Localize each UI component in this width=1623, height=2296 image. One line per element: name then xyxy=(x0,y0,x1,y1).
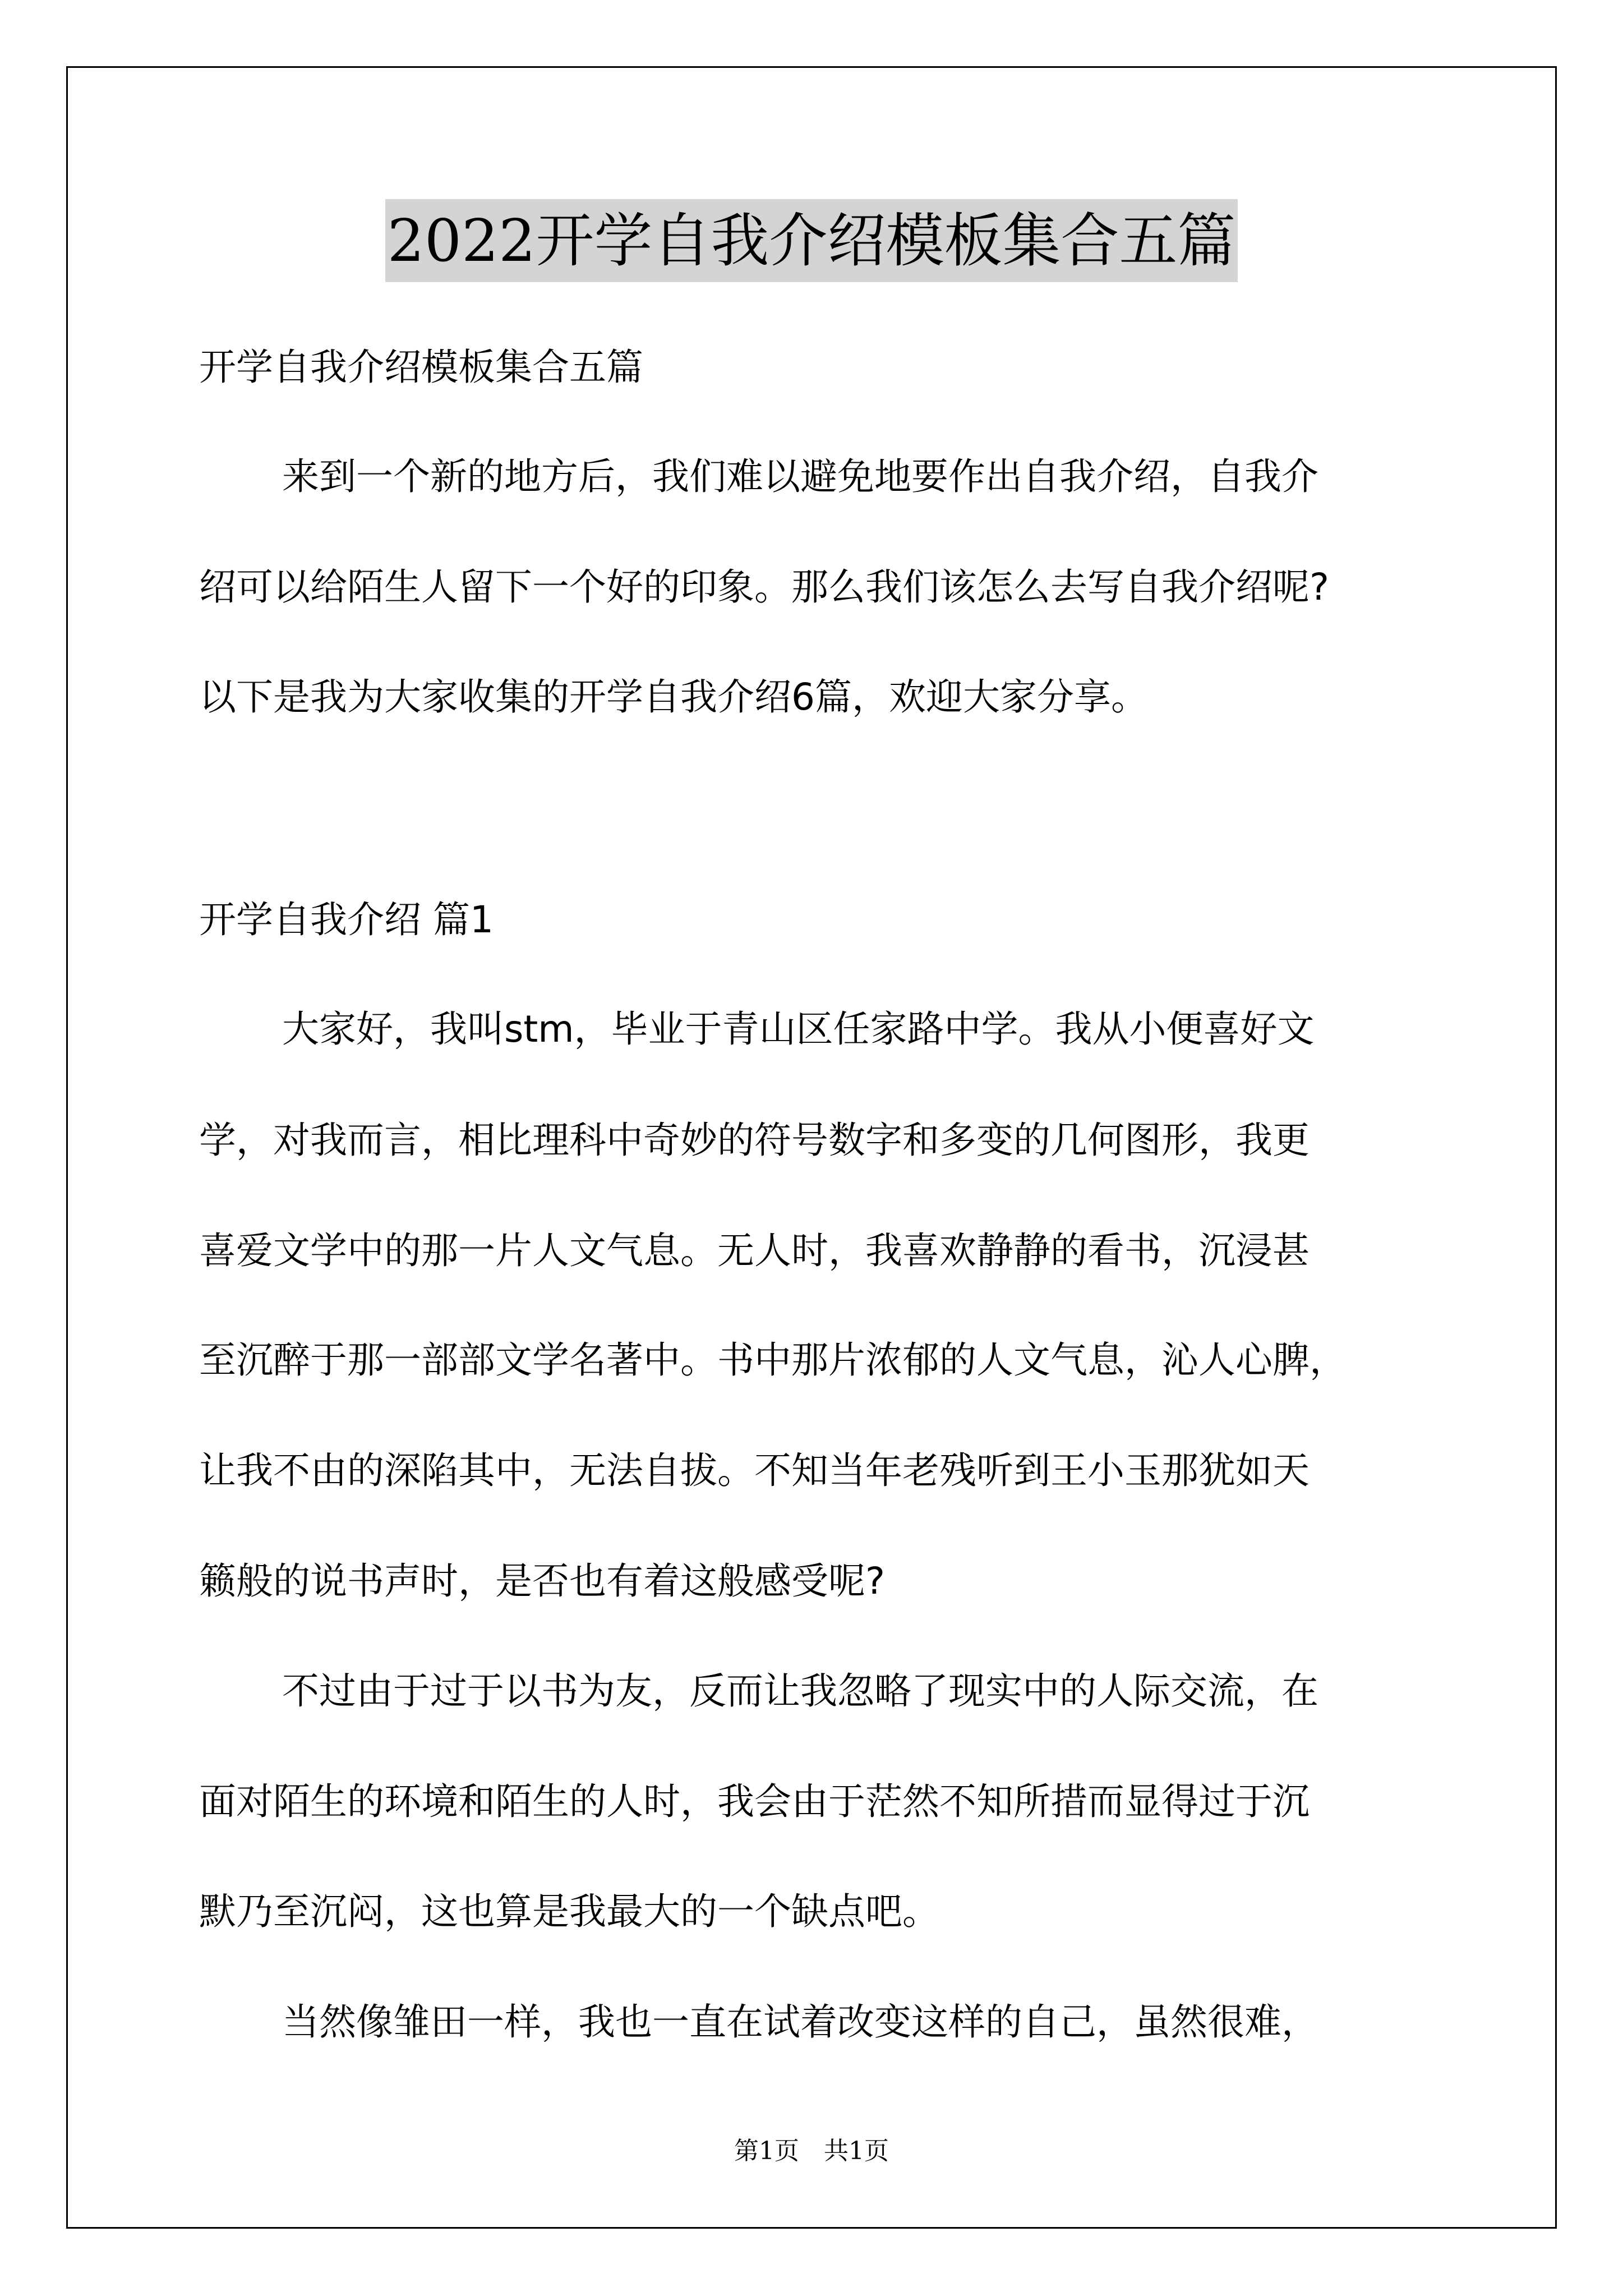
intro-line: 绍可以给陌生人留下一个好的印象。那么我们该怎么去写自我介绍呢? xyxy=(199,565,1330,609)
document-title: 2022开学自我介绍模板集合五篇 xyxy=(385,199,1238,282)
page-number-label: 第1页 共1页 xyxy=(734,2137,889,2165)
paragraph-line: 至沉醉于那一部部文学名著中。书中那片浓郁的人文气息，沁人心脾， xyxy=(199,1338,1347,1382)
page-footer xyxy=(0,2131,1623,2166)
paragraph-line: 大家好，我叫stm，毕业于青山区任家路中学。我从小便喜好文 xyxy=(282,1007,1315,1051)
section-heading: 开学自我介绍 篇1 xyxy=(199,898,494,941)
intro-line: 以下是我为大家收集的开学自我介绍6篇，欢迎大家分享。 xyxy=(199,675,1148,719)
paragraph-line: 不过由于过于以书为友，反而让我忽略了现实中的人际交流，在 xyxy=(282,1669,1318,1713)
paragraph-line: 籁般的说书声时，是否也有着这般感受呢? xyxy=(199,1559,886,1603)
document-title-block xyxy=(0,199,1623,282)
paragraph-line: 学，对我而言，相比理科中奇妙的符号数字和多变的几何图形，我更 xyxy=(199,1119,1310,1162)
paragraph-line: 默乃至沉闷，这也算是我最大的一个缺点吧。 xyxy=(199,1890,939,1933)
intro-line: 来到一个新的地方后，我们难以避免地要作出自我介绍，自我介 xyxy=(282,455,1318,498)
paragraph-line: 当然像雏田一样，我也一直在试着改变这样的自己，虽然很难， xyxy=(282,2000,1318,2044)
subtitle: 开学自我介绍模板集合五篇 xyxy=(199,346,643,389)
paragraph-line: 让我不由的深陷其中，无法自拔。不知当年老残听到王小玉那犹如天 xyxy=(199,1449,1310,1492)
paragraph-line: 面对陌生的环境和陌生的人时，我会由于茫然不知所措而显得过于沉 xyxy=(199,1780,1310,1823)
paragraph-line: 喜爱文学中的那一片人文气息。无人时，我喜欢静静的看书，沉浸甚 xyxy=(199,1229,1310,1272)
